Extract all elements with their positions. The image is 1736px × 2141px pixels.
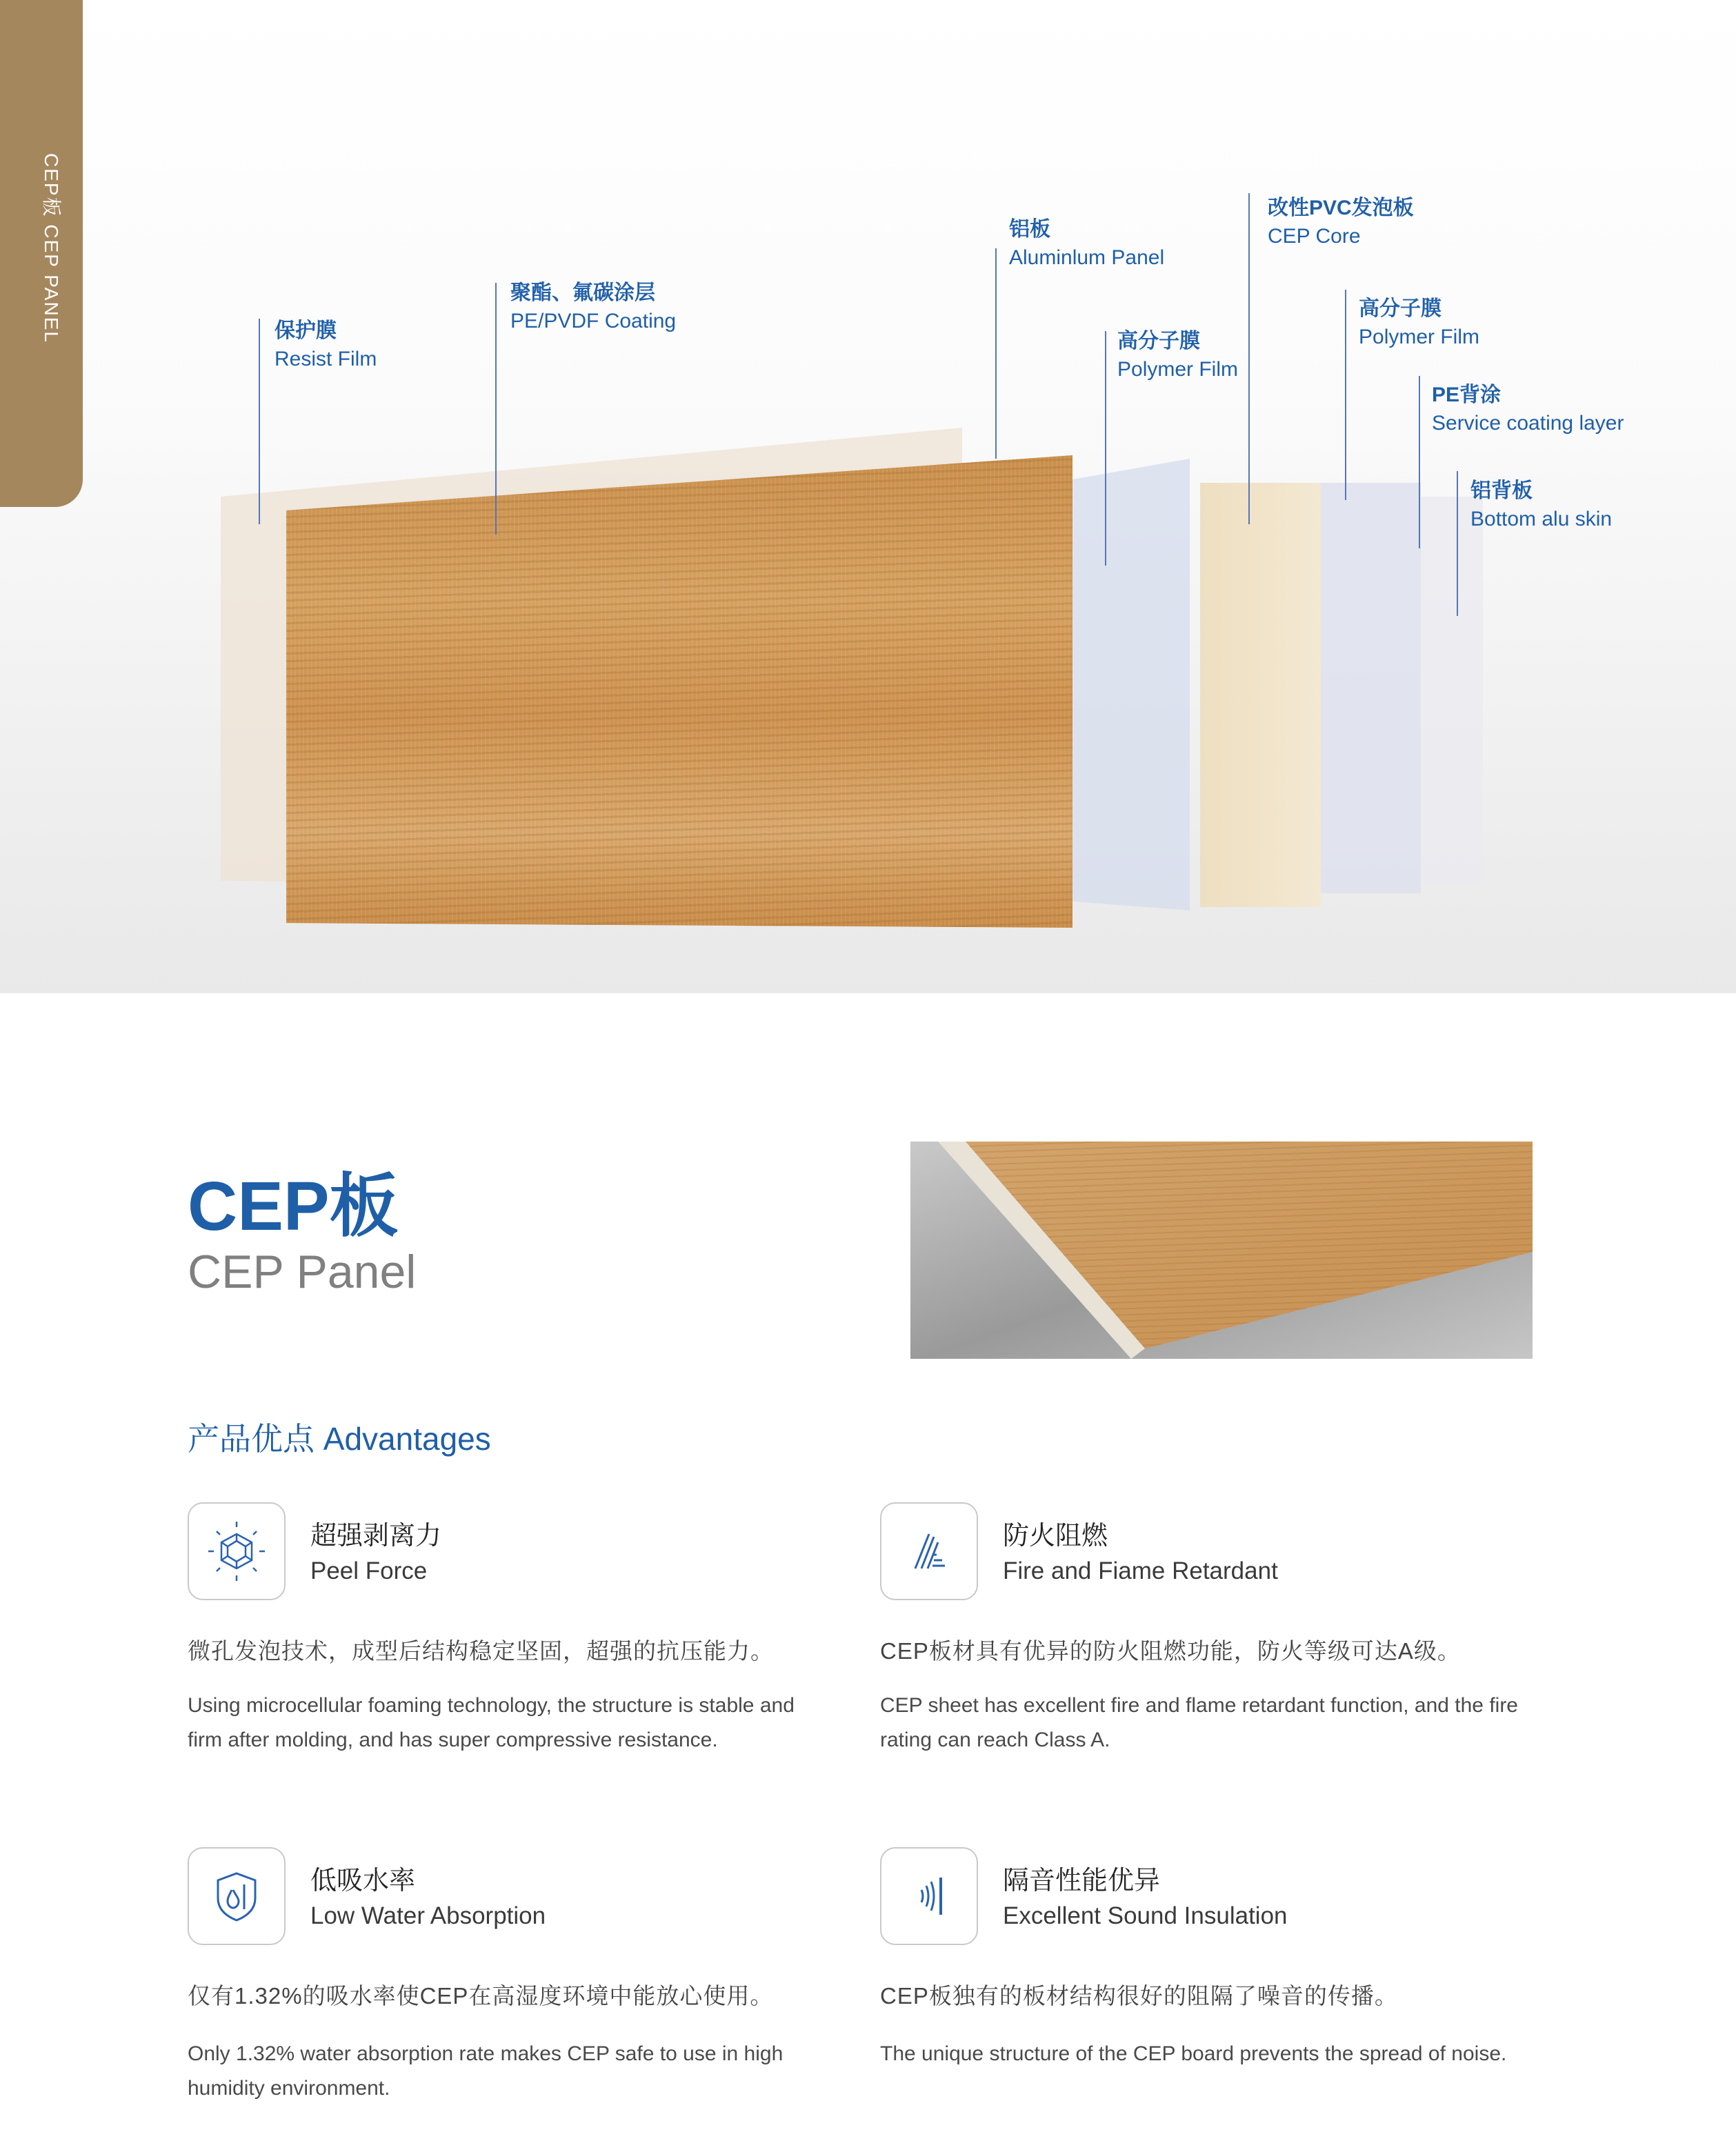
callout-en: Polymer Film <box>1117 357 1239 381</box>
page-title: CEP板 <box>188 1168 399 1245</box>
product-image <box>910 1142 1533 1359</box>
callout-line <box>1457 471 1458 616</box>
callout-en: CEP Core <box>1268 224 1361 248</box>
callout-cn: 聚酯、氟碳涂层 <box>510 281 655 304</box>
side-tab-label: CEP板 CEP PANEL <box>41 153 62 343</box>
sound-wave-icon <box>880 1847 978 1945</box>
callout-line <box>1248 193 1250 524</box>
advantage-title-en: Peel Force <box>310 1557 428 1584</box>
callout-cep-core <box>1268 195 1414 250</box>
callout-line <box>1345 290 1346 500</box>
advantage-title-cn: 低吸水率 <box>310 1866 416 1895</box>
polymer-film-layer <box>1072 459 1190 910</box>
advantage-title-en: Fire and Fiame Retardant <box>1003 1557 1278 1584</box>
callout-polymer-film <box>1117 328 1238 384</box>
callout-aluminum-panel <box>1009 216 1164 272</box>
callout-line <box>259 319 260 524</box>
side-tab <box>0 0 83 507</box>
callout-en: PE/PVDF Coating <box>510 309 677 332</box>
advantage-title-en: Low Water Absorption <box>310 1902 546 1929</box>
callout-en: Resist Film <box>275 347 377 370</box>
callout-pe-coating <box>1432 381 1624 437</box>
callout-en: Bottom alu skin <box>1470 507 1613 530</box>
advantage-desc-en: CEP sheet has excellent fire and flame retardant function, and the fire rating can reach Class A. <box>880 1694 1518 1751</box>
cep-core-layer <box>1200 483 1321 907</box>
advantage-desc-cn: 仅有1.32%的吸水率使CEP在高湿度环境中能放心使用。 <box>188 1983 774 2009</box>
callout-coating <box>510 279 676 335</box>
fire-retardant-icon <box>880 1502 978 1600</box>
advantage-desc-en: Using microcellular foaming technology, the structure is stable and firm after molding, and has super compressive resistance. <box>188 1694 795 1751</box>
advantage-desc-cn: CEP板独有的板材结构很好的阻隔了噪音的传播。 <box>880 1983 1398 2009</box>
advantage-desc-cn: CEP板材具有优异的防火阻燃功能，防火等级可达A级。 <box>880 1638 1461 1664</box>
callout-cn: PE背涂 <box>1432 384 1501 406</box>
callout-en: Aluminlum Panel <box>1009 246 1165 269</box>
advantage-title-cn: 隔音性能优异 <box>1003 1866 1161 1895</box>
callout-polymer-film-2 <box>1359 295 1479 351</box>
callout-line <box>1419 376 1420 548</box>
advantage-desc-cn: 微孔发泡技术，成型后结构稳定坚固，超强的抗压能力。 <box>188 1638 774 1664</box>
gem-icon <box>188 1502 286 1600</box>
advantages-heading: 产品优点 Advantages <box>188 1421 491 1457</box>
advantage-desc-en: Only 1.32% water absorption rate makes CEP safe to use in high humidity environment. <box>188 2042 784 2100</box>
callout-cn: 铝板 <box>1009 218 1050 241</box>
callout-cn: 高分子膜 <box>1117 330 1200 352</box>
page-subtitle: CEP Panel <box>188 1246 417 1298</box>
layer-diagram <box>0 0 1736 993</box>
callout-en: Service coating layer <box>1432 411 1624 435</box>
callout-line <box>1105 331 1106 566</box>
callout-bottom-alu <box>1470 477 1612 533</box>
callout-cn: 高分子膜 <box>1359 297 1441 320</box>
water-shield-icon <box>188 1847 286 1945</box>
callout-line <box>495 283 497 535</box>
callout-cn: 改性PVC发泡板 <box>1268 197 1414 219</box>
callout-line <box>995 248 997 459</box>
pe-coating-layer <box>1421 497 1483 883</box>
advantage-title-en: Excellent Sound Insulation <box>1003 1902 1288 1929</box>
aluminum-panel-layer <box>286 455 1072 928</box>
advantage-title-cn: 防火阻燃 <box>1003 1522 1108 1551</box>
callout-cn: 铝背板 <box>1470 479 1533 502</box>
callout-cn: 保护膜 <box>275 319 337 342</box>
callout-resist-film <box>275 317 377 373</box>
advantage-desc-en: The unique structure of the CEP board prevents the spread of noise. <box>880 2042 1507 2065</box>
polymer-film-layer-2 <box>1321 483 1421 893</box>
advantage-title-cn: 超强剥离力 <box>310 1522 442 1551</box>
callout-en: Polymer Film <box>1359 325 1480 348</box>
board-surface <box>910 1142 1533 1359</box>
